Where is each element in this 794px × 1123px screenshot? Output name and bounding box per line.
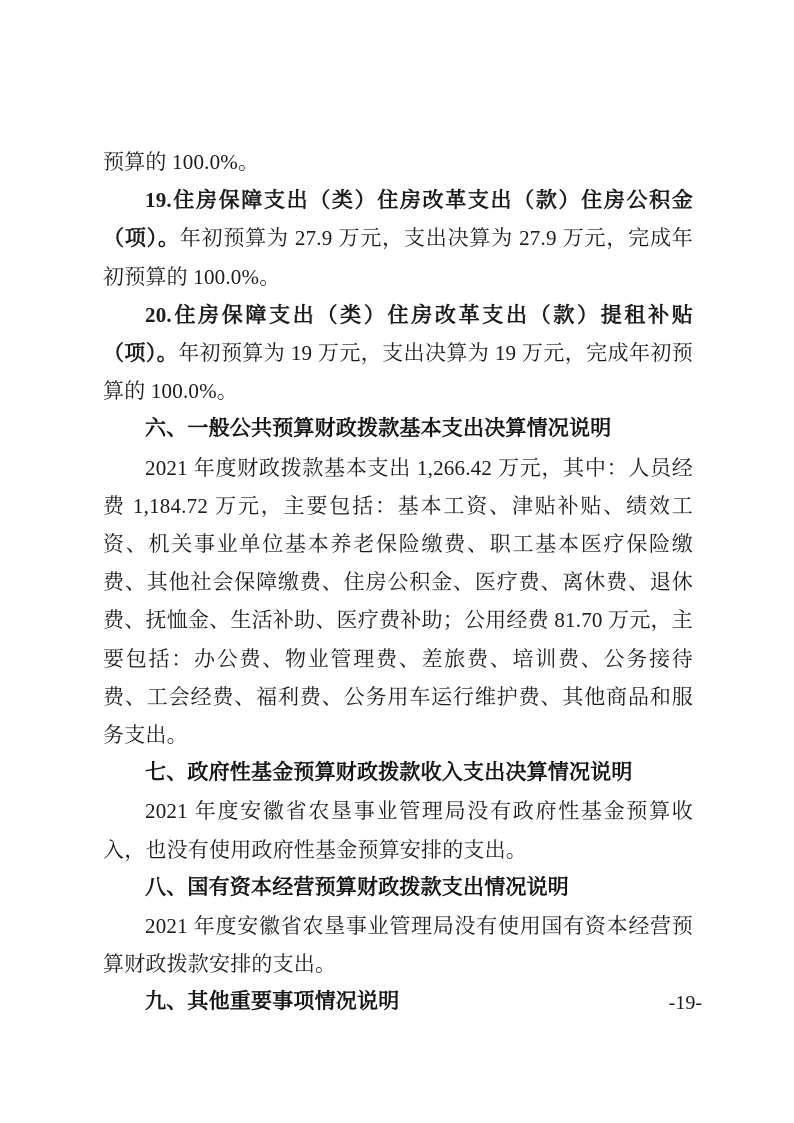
page-number: -19- <box>668 992 702 1014</box>
document-body <box>103 143 693 1022</box>
item-20-title: 20.住房保障支出（类）住房改革支出（款）提租补贴（项）。 <box>103 302 693 366</box>
item-19-detail: 年初预算为 27.9 万元，支出决算为 27.9 万元，完成年初预算的 100.0%。 <box>103 226 693 289</box>
item-20-paragraph <box>103 296 693 411</box>
section-8-paragraph: 2021 年度安徽省农垦事业管理局没有使用国有资本经营预算财政拨款安排的支出。 <box>103 914 693 977</box>
section-8-heading: 八、国有资本经营预算财政拨款支出情况说明 <box>145 875 569 899</box>
section-6-heading: 六、一般公共预算财政拨款基本支出决算情况说明 <box>145 417 612 441</box>
item-19-paragraph <box>103 181 693 296</box>
item-20-detail: 年初预算为 19 万元，支出决算为 19 万元，完成年初预算的 100.0%。 <box>103 341 693 404</box>
item-19-title: 19.住房保障支出（类）住房改革支出（款）住房公积金（项）。 <box>103 188 693 251</box>
section-9-heading: 九、其他重要事项情况说明 <box>145 990 400 1014</box>
section-7-paragraph: 2021 年度安徽省农垦事业管理局没有政府性基金预算收入，也没有使用政府性基金预算安排的支出。 <box>103 799 693 862</box>
section-7-heading: 七、政府性基金预算财政拨款收入支出决算情况说明 <box>145 761 633 785</box>
paragraph-continuation: 预算的 100.0%。 <box>103 150 260 174</box>
section-6-paragraph: 2021 年度财政拨款基本支出 1,266.42 万元，其中：人员经费 1,184.72 万元，主要包括：基本工资、津贴补贴、绩效工资、机关事业单位基本养老保险缴费、职工基本医疗保险缴费、其他社会保障缴费、住房公积金、医疗费、离休费、退休费、抚恤金、生活补助、医疗费补助；公用经费 81.70 万元，主要包括：办公费、物业管理费、差旅费、培训费、公务接待费、工会经费、福利费、公务用车运行维护费、其他商品和服务支出。 <box>103 455 693 748</box>
